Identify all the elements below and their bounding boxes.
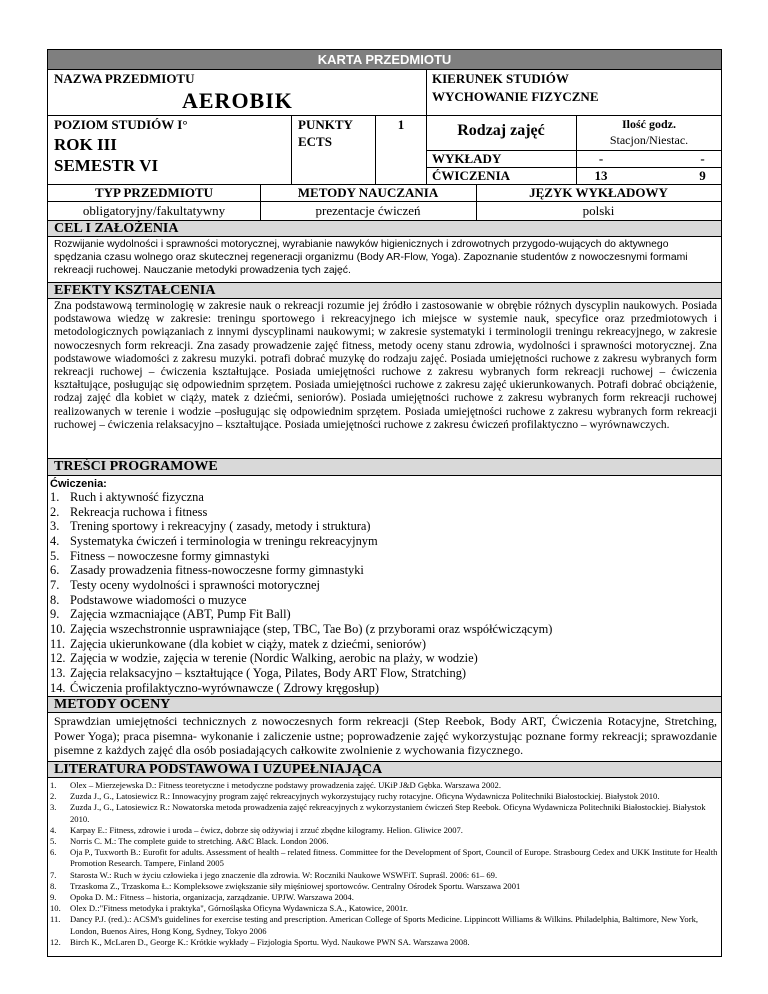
- class-type-label: Rodzaj zajęć: [457, 122, 545, 139]
- literature-item-number: 10.: [50, 903, 61, 914]
- content-item-number: 11.: [50, 636, 66, 651]
- content-item: [50, 622, 718, 637]
- language-label: JĘZYK WYKŁADOWY: [529, 185, 668, 200]
- literature-item: [50, 937, 718, 948]
- content-item-number: 1.: [50, 490, 60, 504]
- hours-label: Ilość godz.: [622, 117, 676, 131]
- content-header: TREŚCI PROGRAMOWE: [48, 458, 721, 476]
- semester: SEMESTR VI: [54, 156, 159, 175]
- content-item-text: Rekreacja ruchowa i fitness: [70, 504, 208, 519]
- literature-item-text: Olex – Mierzejewska D.: Fitness teoretyczne i metodyczne podstawy prowadzenia zajęć. UKiP J&D Gębka. Warszawa 2002.: [70, 780, 502, 790]
- literature-item-text: Opoka D. M.: Fitness – historia, organizacja, zarządzanie. UPJW. Warszawa 2004.: [70, 892, 354, 903]
- literature-item: [50, 836, 718, 847]
- content-item-number: 8.: [50, 592, 60, 607]
- content-item-number: 14.: [50, 680, 66, 695]
- content-item: [50, 637, 718, 652]
- literature-item-number: 11.: [50, 914, 61, 925]
- literature-item-text: Zuzda J., G., Latosiewicz R.: Innowacyjny program zajęć rekreacyjnych wykorzystujący ruchy rotacyjne. Oficyna Wydawnicza Politechniki Białostockiej. Białystok 2010.: [70, 791, 660, 802]
- content-item-text: Zajęcia w wodzie, zajęcia w terenie (Nordic Walking, aerobic na plaży, w wodzie): [70, 651, 478, 666]
- content-item-number: 10.: [50, 621, 66, 636]
- year: ROK III: [54, 135, 117, 154]
- content-list: [50, 490, 718, 695]
- literature-item: [50, 780, 718, 791]
- exercises-label: ĆWICZENIA: [432, 168, 511, 183]
- content-subheader: Ćwiczenia:: [50, 478, 107, 490]
- content-item: [50, 490, 718, 505]
- content-item-number: 7.: [50, 577, 60, 592]
- ects-label-2: ECTS: [298, 134, 332, 149]
- literature-item-number: 8.: [50, 880, 57, 891]
- exercises-part: 9: [699, 168, 706, 183]
- content-item: [50, 666, 718, 681]
- assessment-header: METODY OCENY: [48, 696, 721, 713]
- language-value: polski: [582, 203, 615, 218]
- content-item-number: 12.: [50, 651, 66, 666]
- lectures-part: -: [700, 151, 705, 166]
- content-item-text: Ćwiczenia profilaktyczno-wyrównawcze ( Zdrowy kręgosłup): [70, 680, 379, 695]
- literature-item: [50, 847, 718, 869]
- literature-item-number: 3.: [50, 802, 57, 813]
- effects-text: Zna podstawową terminologię w zakresie nauk o rekreacji rozumie jej źródło i zastosowanie w obrębie różnych dyscyplin naukowych. Posiada podstawowa wiedzę w zakresie: treningu sportowego i rekreacyjnego ich miejsce w systemie nauk, specyfice oraz przedmiotowych i metodologicznych powiązaniach z innymi dyscyplinami naukowymi; w zakresie systematyki i terminologii treningu rekreacyjnego, w zakresie nowoczesnych form rekreacji. Zna zasady prowadzenie zajęć fitness, metody oceny stanu zdrowia, wydolności i sprawności motorycznej. Zna podstawowe wiadomości z zakresu muzyki. potrafi dobrać muzykę do rodzaju zajęć. Posiada umiejętności ruchowe z zakresu wybranych form rekreacji ruchowej – ćwiczenia kształtujące. Posiada umiejętności ruchowe z zakresu wybranych form rekreacji ruchowej – ćwiczenia kształtujące, posługując się odpowiednim sprzętem. Posiada umiejętności ruchowe z zakresu zajęć ukierunkowanych. Potrafi dobrać obciążenie, rodzaj zajęć dla kobiet w ciąży, matek z dziećmi, seniorów). Posiada umiejętności ruchowe z zakresu wybranych form rekreacji ruchowej realizowanych w terenie i wodzie –posługując się odpowiednim sprzętem. Posiada umiejętności ruchowe z zakresu wybranych form rekreacji ruchowej – ćwiczenia relaksacyjno – kształtujące. Posiada umiejętności ruchowe z zakresu ćwiczeń profilaktyczno – wyrównawczych.: [54, 300, 717, 431]
- literature-item-text: Norris C. M.: The complete guide to stretching. A&C Black. London 2006.: [70, 836, 329, 847]
- content-item-number: 5.: [50, 548, 60, 563]
- goal-text: Rozwijanie wydolności i sprawności motorycznej, wyrabianie nawyków higienicznych i zdrowotnych przygodo-wujących do aktywnego spędzania czasu wolnego oraz skutecznej regeneracji organizmu (Body AR-Flow, Yoga). Zapoznanie studentów z nowoczesnymi formami rekreacji ruchowej. Nauczanie metodyki prowadzenia tych zajęć.: [54, 239, 688, 276]
- content-item-text: Podstawowe wiadomości o muzyce: [70, 592, 247, 607]
- literature-item-number: 4.: [50, 824, 57, 835]
- content-item-text: Zajęcia relaksacyjno – kształtujące ( Yoga, Pilates, Body ART Flow, Stratching): [70, 665, 467, 680]
- literature-item-number: 12.: [50, 936, 61, 947]
- lectures-full: -: [598, 151, 604, 166]
- literature-item-text: Oja P., Tuxworth B.: Eurofit for adults. Assessment of health – related fitness. Committee for the Development of Sport, Council of Europe. Strasbourg Cedex and UKK Institute for Health Promotion Research. Tampere, Finland 2005: [70, 847, 718, 869]
- content-item-text: Ruch i aktywność fizyczna: [70, 490, 204, 504]
- subject-name: AEROBIK: [182, 88, 293, 113]
- literature-item: [50, 881, 718, 892]
- literature-list: [50, 780, 718, 948]
- literature-item: [50, 914, 718, 936]
- content-item: [50, 519, 718, 534]
- content-item: [50, 549, 718, 564]
- literature-item-number: 5.: [50, 836, 57, 847]
- content-item: [50, 593, 718, 608]
- literature-item-text: Karpay E.: Fitness, zdrowie i uroda – ćwicz, dobrze się odżywiaj i zrzuć zbędne kilogramy. Helion. Gliwice 2007.: [70, 824, 463, 835]
- literature-header: LITERATURA PODSTAWOWA I UZUPEŁNIAJĄCA: [48, 761, 721, 778]
- content-item: [50, 651, 718, 666]
- literature-item-number: 7.: [50, 869, 57, 880]
- content-item-text: Zasady prowadzenia fitness-nowoczesne formy gimnastyki: [70, 563, 364, 578]
- literature-item: [50, 791, 718, 802]
- literature-item-text: Birch K., McLaren D., George K.: Krótkie wykłady – Fizjologia Sportu. Wyd. Naukowe PWN SA. Warszawa 2008.: [70, 936, 470, 947]
- content-item: [50, 607, 718, 622]
- content-item: [50, 563, 718, 578]
- methods-label: METODY NAUCZANIA: [297, 185, 439, 200]
- literature-item: [50, 870, 718, 881]
- content-item-number: 3.: [50, 519, 60, 534]
- subject-label: NAZWA PRZEDMIOTU: [54, 71, 195, 86]
- literature-item-number: 2.: [50, 791, 57, 802]
- page-title: KARTA PRZEDMIOTU: [48, 50, 721, 69]
- literature-item: [50, 825, 718, 836]
- ects-label-1: PUNKTY: [298, 117, 353, 132]
- literature-item-text: Olex D.:"Fitness metodyka i praktyka", Górnośląska Oficyna Wydawnicza S.A., Katowice, 2001r.: [70, 903, 408, 914]
- content-item: [50, 505, 718, 520]
- effects-header: EFEKTY KSZTAŁCENIA: [48, 282, 721, 299]
- content-item-text: Zajęcia wzmacniające (ABT, Pump Fit Ball): [70, 607, 291, 622]
- literature-item: [50, 903, 718, 914]
- literature-item-number: 1.: [50, 780, 57, 790]
- literature-item-text: Dancy P.J. (red.).: ACSM's guidelines for exercise testing and prescription. American College of Sports Medicine. Lippincott Williams & Wilkins. Philadelphia, Baltimore, New York, London, Buenos Aires, Hong Kong, Sydney, Tokyo 2006: [70, 914, 699, 936]
- exercises-full: 13: [594, 168, 608, 183]
- goal-header: CEL I ZAŁOŻENIA: [48, 220, 721, 237]
- content-item-number: 9.: [50, 607, 60, 622]
- lectures-label: WYKŁADY: [432, 151, 502, 166]
- content-item-text: Zajęcia ukierunkowane (dla kobiet w ciąży, matek z dziećmi, seniorów): [70, 636, 426, 651]
- content-item-text: Testy oceny wydolności i sprawności motorycznej: [70, 577, 320, 592]
- content-item-number: 4.: [50, 533, 60, 548]
- literature-item-text: Zuzda J., G., Latosiewicz R.: Nowatorska metoda prowadzenia zajęć rekreacyjnych z wykorzystaniem ćwiczeń Step Reebok. Oficyna Wydawnicza Politechniki Białostockiej. Białystok 2010.: [70, 802, 706, 824]
- literature-item: [50, 892, 718, 903]
- field-value: WYCHOWANIE FIZYCZNE: [432, 89, 599, 104]
- content-item-number: 13.: [50, 665, 66, 680]
- content-item-number: 6.: [50, 563, 60, 578]
- field-label: KIERUNEK STUDIÓW: [432, 71, 569, 86]
- content-item-text: Fitness – nowoczesne formy gimnastyki: [70, 548, 270, 563]
- content-item-number: 2.: [50, 504, 60, 519]
- type-label: TYP PRZEDMIOTU: [94, 185, 214, 200]
- literature-item-number: 6.: [50, 847, 57, 858]
- ects-value: 1: [397, 117, 405, 132]
- literature-item-number: 9.: [50, 892, 57, 903]
- type-value: obligatoryjny/fakultatywny: [82, 203, 226, 218]
- hours-sub: Stacjon/Niestac.: [609, 133, 689, 147]
- content-item: [50, 681, 718, 696]
- content-item-text: Trening sportowy i rekreacyjny ( zasady, metody i struktura): [70, 519, 371, 534]
- methods-value: prezentacje ćwiczeń: [315, 203, 421, 218]
- content-item: [50, 534, 718, 549]
- content-item: [50, 578, 718, 593]
- content-item-text: Systematyka ćwiczeń i terminologia w treningu rekreacyjnym: [70, 533, 378, 548]
- literature-item-text: Trzaskoma Z., Trzaskoma Ł.: Kompleksowe zwiększanie siły mięśniowej sportowców. Centralny Ośrodek Sportu. Warszawa 2001: [70, 880, 521, 891]
- assessment-text: Sprawdzian umiejętności technicznych z nowoczesnych form rekreacji (Step Reebok, Body ART, Ćwiczenia Rotacyjne, Stretching, Power Yoga); praca pisemna- wykonanie i zaliczenie ustne; poprowadzenie zajęć wykorzystując poznane formy rekreacji; sprawozdanie pisemne z każdych zajęć dla osób posiadających całkowite zwolnienie z wychowania fizycznego.: [54, 714, 717, 758]
- literature-item: [50, 802, 718, 824]
- literature-item-text: Starosta W.: Ruch w życiu człowieka i jego znaczenie dla zdrowia. W: Roczniki Naukowe WSWFiT. Supraśl. 2006: 61– 69.: [70, 869, 498, 880]
- content-item-text: Zajęcia wszechstronnie usprawniające (step, TBC, Tae Bo) (z przyborami oraz współćwiczącym): [70, 621, 553, 636]
- level-label: POZIOM STUDIÓW I°: [54, 117, 188, 132]
